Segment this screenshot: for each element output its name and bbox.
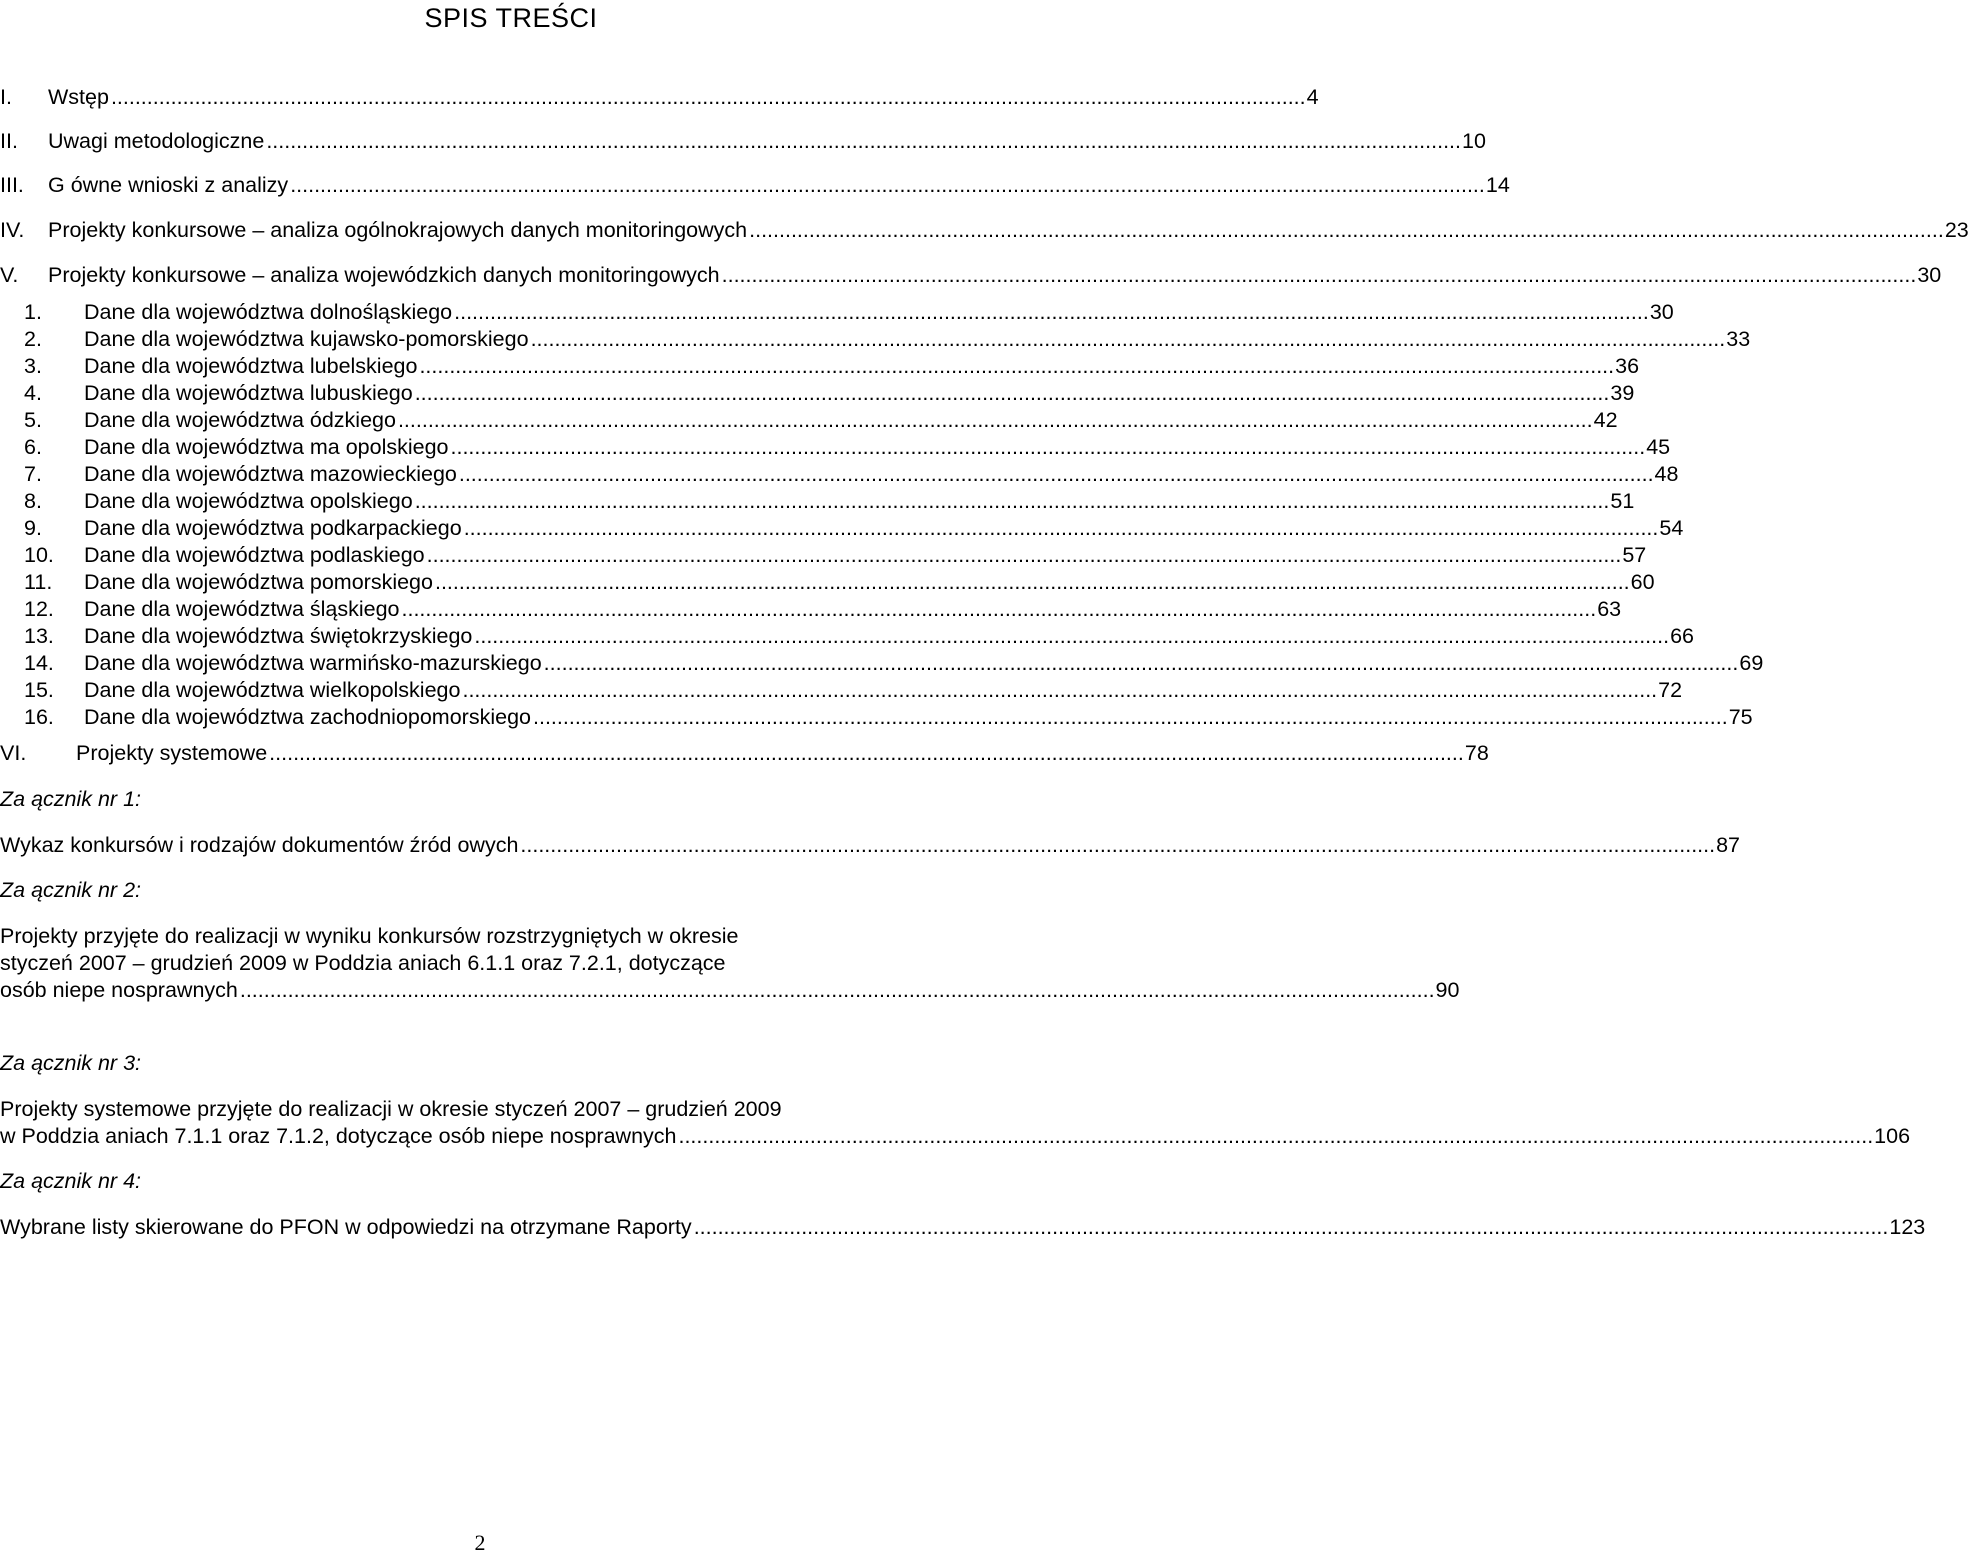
entry-label: Projekty systemowe xyxy=(76,741,268,765)
toc-entry[interactable] xyxy=(0,128,1486,154)
dot-leader xyxy=(451,434,1646,460)
entry-leader xyxy=(0,1214,1926,1240)
dot-leader xyxy=(474,623,1669,649)
entry-page: 106 xyxy=(1874,1124,1911,1148)
entry-page: 36 xyxy=(1615,354,1640,378)
entry-number: I. xyxy=(0,85,12,109)
entry-number: 3. xyxy=(24,354,42,378)
entry-page: 33 xyxy=(1726,327,1751,351)
toc-entry[interactable] xyxy=(0,677,1683,703)
entry-number: 11. xyxy=(24,570,53,594)
toc-entry[interactable] xyxy=(0,434,1671,460)
toc-entry[interactable] xyxy=(0,353,1640,379)
entry-page: 42 xyxy=(1593,408,1618,432)
toc-entry[interactable] xyxy=(0,380,1635,406)
dot-leader xyxy=(269,740,1464,766)
entry-page: 51 xyxy=(1610,489,1635,513)
entry-page: 10 xyxy=(1462,129,1486,153)
toc-entry[interactable] xyxy=(0,84,1319,110)
toc-entry[interactable] xyxy=(0,515,1684,541)
entry-page: 48 xyxy=(1654,462,1679,486)
annex-description-line: Wykaz konkursów i rodzajów dokumentów źród owych xyxy=(0,833,519,857)
entry-leader xyxy=(84,704,1753,730)
dot-leader xyxy=(531,326,1726,352)
dot-leader xyxy=(694,1214,1889,1240)
entry-label: Dane dla województwa świętokrzyskiego xyxy=(84,624,473,648)
entry-page: 57 xyxy=(1622,543,1647,567)
entry-number: III. xyxy=(0,173,24,197)
entry-page: 78 xyxy=(1464,741,1489,765)
entry-number: 2. xyxy=(24,327,42,351)
entry-number: 1. xyxy=(24,300,42,324)
entry-page: 54 xyxy=(1659,516,1684,540)
entry-leader xyxy=(84,677,1683,703)
entry-leader xyxy=(84,542,1647,568)
annex-description-line: osób niepe nosprawnych xyxy=(0,978,238,1002)
dot-leader xyxy=(544,650,1739,676)
entry-page: 63 xyxy=(1597,597,1622,621)
entry-leader xyxy=(84,596,1622,622)
entry-leader xyxy=(48,217,1969,243)
annex-entry[interactable] xyxy=(0,1123,1911,1149)
entry-label: Dane dla województwa mazowieckiego xyxy=(84,462,457,486)
entry-label: Dane dla województwa kujawsko-pomorskiego xyxy=(84,327,529,351)
entry-label: Dane dla województwa opolskiego xyxy=(84,489,413,513)
entry-number: 15. xyxy=(24,678,54,702)
entry-number: V. xyxy=(0,263,19,287)
entry-leader xyxy=(84,623,1694,649)
dot-leader xyxy=(459,461,1654,487)
entry-label: Wstęp xyxy=(48,85,109,109)
toc-entry[interactable] xyxy=(0,704,1753,730)
entry-leader xyxy=(76,740,1489,766)
dot-leader xyxy=(462,677,1657,703)
entry-page: 60 xyxy=(1630,570,1655,594)
entry-page: 75 xyxy=(1728,705,1753,729)
entry-page: 14 xyxy=(1485,173,1510,197)
annex-description-line: Projekty systemowe przyjęte do realizacji w okresie styczeń 2007 – grudzień 2009 xyxy=(0,1097,782,1121)
entry-label: Dane dla województwa lubuskiego xyxy=(84,381,413,405)
entry-label: Dane dla województwa wielkopolskiego xyxy=(84,678,461,702)
entry-leader xyxy=(48,172,1510,198)
page-title: SPIS TREŚCI xyxy=(424,3,598,33)
annex-entry[interactable] xyxy=(0,832,1741,858)
dot-leader xyxy=(749,217,1944,243)
entry-leader xyxy=(84,353,1640,379)
page-number: 2 xyxy=(474,1530,486,1555)
entry-number: 16. xyxy=(24,705,54,729)
entry-leader xyxy=(84,407,1618,433)
entry-leader xyxy=(84,380,1635,406)
toc-entry[interactable] xyxy=(0,262,1942,288)
dot-leader xyxy=(240,977,1435,1003)
entry-leader xyxy=(0,832,1741,858)
entry-label: Dane dla województwa podkarpackiego xyxy=(84,516,462,540)
entry-label: Dane dla województwa pomorskiego xyxy=(84,570,433,594)
entry-number: 13. xyxy=(24,624,54,648)
toc-entry[interactable] xyxy=(0,650,1764,676)
entry-page: 4 xyxy=(1306,85,1319,109)
entry-number: 9. xyxy=(24,516,42,540)
entry-page: 30 xyxy=(1649,300,1674,324)
entry-page: 87 xyxy=(1716,833,1741,857)
annex-label: Za ącznik nr 2: xyxy=(0,878,141,902)
entry-label: Projekty konkursowe – analiza ogólnokrajowych danych monitoringowych xyxy=(48,218,748,242)
entry-label: Dane dla województwa ódzkiego xyxy=(84,408,396,432)
dot-leader xyxy=(520,832,1715,858)
entry-leader xyxy=(84,515,1684,541)
entry-leader xyxy=(84,461,1679,487)
dot-leader xyxy=(402,596,1597,622)
entry-leader xyxy=(0,977,1460,1003)
dot-leader xyxy=(435,569,1630,595)
toc-entry[interactable] xyxy=(0,407,1618,433)
annex-entry[interactable] xyxy=(0,977,1460,1003)
entry-leader xyxy=(48,262,1942,288)
entry-label: Uwagi metodologiczne xyxy=(48,129,265,153)
toc-entry[interactable] xyxy=(0,488,1635,514)
entry-label: Dane dla województwa dolnośląskiego xyxy=(84,300,453,324)
entry-page: 66 xyxy=(1670,624,1694,648)
dot-leader xyxy=(454,299,1649,325)
toc-entry[interactable] xyxy=(0,217,1969,243)
dot-leader xyxy=(533,704,1728,730)
annex-label: Za ącznik nr 1: xyxy=(0,787,141,811)
entry-leader xyxy=(48,84,1319,110)
entry-number: VI. xyxy=(0,741,27,765)
annex-description-line: w Poddzia aniach 7.1.1 oraz 7.1.2, dotyczące osób niepe nosprawnych xyxy=(0,1124,677,1148)
entry-page: 30 xyxy=(1917,263,1942,287)
toc-entry[interactable] xyxy=(0,461,1679,487)
entry-page: 123 xyxy=(1889,1215,1926,1239)
entry-leader xyxy=(48,128,1486,154)
dot-leader xyxy=(415,488,1610,514)
toc-entry[interactable] xyxy=(0,299,1674,325)
entry-label: Dane dla województwa śląskiego xyxy=(84,597,400,621)
entry-number: 12. xyxy=(24,597,54,621)
toc-entry[interactable] xyxy=(0,326,1751,352)
entry-number: II. xyxy=(0,129,18,153)
entry-page: 23 xyxy=(1944,218,1969,242)
entry-number: 8. xyxy=(24,489,42,513)
entry-label: Projekty konkursowe – analiza wojewódzkich danych monitoringowych xyxy=(48,263,720,287)
annex-label: Za ącznik nr 4: xyxy=(0,1169,141,1193)
dot-leader xyxy=(111,84,1306,110)
toc-entry[interactable] xyxy=(0,569,1655,595)
entry-leader xyxy=(84,299,1674,325)
entry-label: Dane dla województwa ma opolskiego xyxy=(84,435,449,459)
dot-leader xyxy=(266,128,1461,154)
entry-leader xyxy=(84,650,1764,676)
toc-entry[interactable] xyxy=(0,623,1694,649)
dot-leader xyxy=(678,1123,1873,1149)
entry-leader xyxy=(84,488,1635,514)
entry-number: IV. xyxy=(0,218,25,242)
annex-description-line: Wybrane listy skierowane do PFON w odpowiedzi na otrzymane Raporty xyxy=(0,1215,692,1239)
entry-page: 45 xyxy=(1646,435,1671,459)
entry-leader xyxy=(84,434,1671,460)
entry-page: 69 xyxy=(1739,651,1764,675)
annex-entry[interactable] xyxy=(0,1214,1926,1240)
annex-description-line: Projekty przyjęte do realizacji w wyniku konkursów rozstrzygniętych w okresie xyxy=(0,924,739,948)
toc-entry[interactable] xyxy=(0,596,1622,622)
entry-leader xyxy=(84,569,1655,595)
entry-label: G ówne wnioski z analizy xyxy=(48,173,289,197)
entry-label: Dane dla województwa zachodniopomorskiego xyxy=(84,705,531,729)
toc-entry[interactable] xyxy=(0,542,1647,568)
toc-entry[interactable] xyxy=(0,172,1510,198)
dot-leader xyxy=(290,172,1485,198)
annex-label: Za ącznik nr 3: xyxy=(0,1051,141,1075)
entry-number: 4. xyxy=(24,381,42,405)
entry-number: 10. xyxy=(24,543,54,567)
entry-page: 39 xyxy=(1610,381,1635,405)
entry-leader xyxy=(84,326,1751,352)
dot-leader xyxy=(398,407,1593,433)
entry-number: 5. xyxy=(24,408,42,432)
dot-leader xyxy=(464,515,1659,541)
dot-leader xyxy=(722,262,1917,288)
toc-entry[interactable] xyxy=(0,740,1489,766)
entry-number: 7. xyxy=(24,462,42,486)
dot-leader xyxy=(427,542,1622,568)
entry-number: 6. xyxy=(24,435,42,459)
entry-label: Dane dla województwa warmińsko-mazurskiego xyxy=(84,651,542,675)
dot-leader xyxy=(415,380,1610,406)
entry-label: Dane dla województwa podlaskiego xyxy=(84,543,425,567)
entry-page: 72 xyxy=(1658,678,1683,702)
entry-leader xyxy=(0,1123,1911,1149)
dot-leader xyxy=(419,353,1614,379)
entry-label: Dane dla województwa lubelskiego xyxy=(84,354,418,378)
entry-page: 90 xyxy=(1435,978,1460,1002)
entry-number: 14. xyxy=(24,651,54,675)
annex-description-line: styczeń 2007 – grudzień 2009 w Poddzia aniach 6.1.1 oraz 7.2.1, dotyczące xyxy=(0,951,726,975)
